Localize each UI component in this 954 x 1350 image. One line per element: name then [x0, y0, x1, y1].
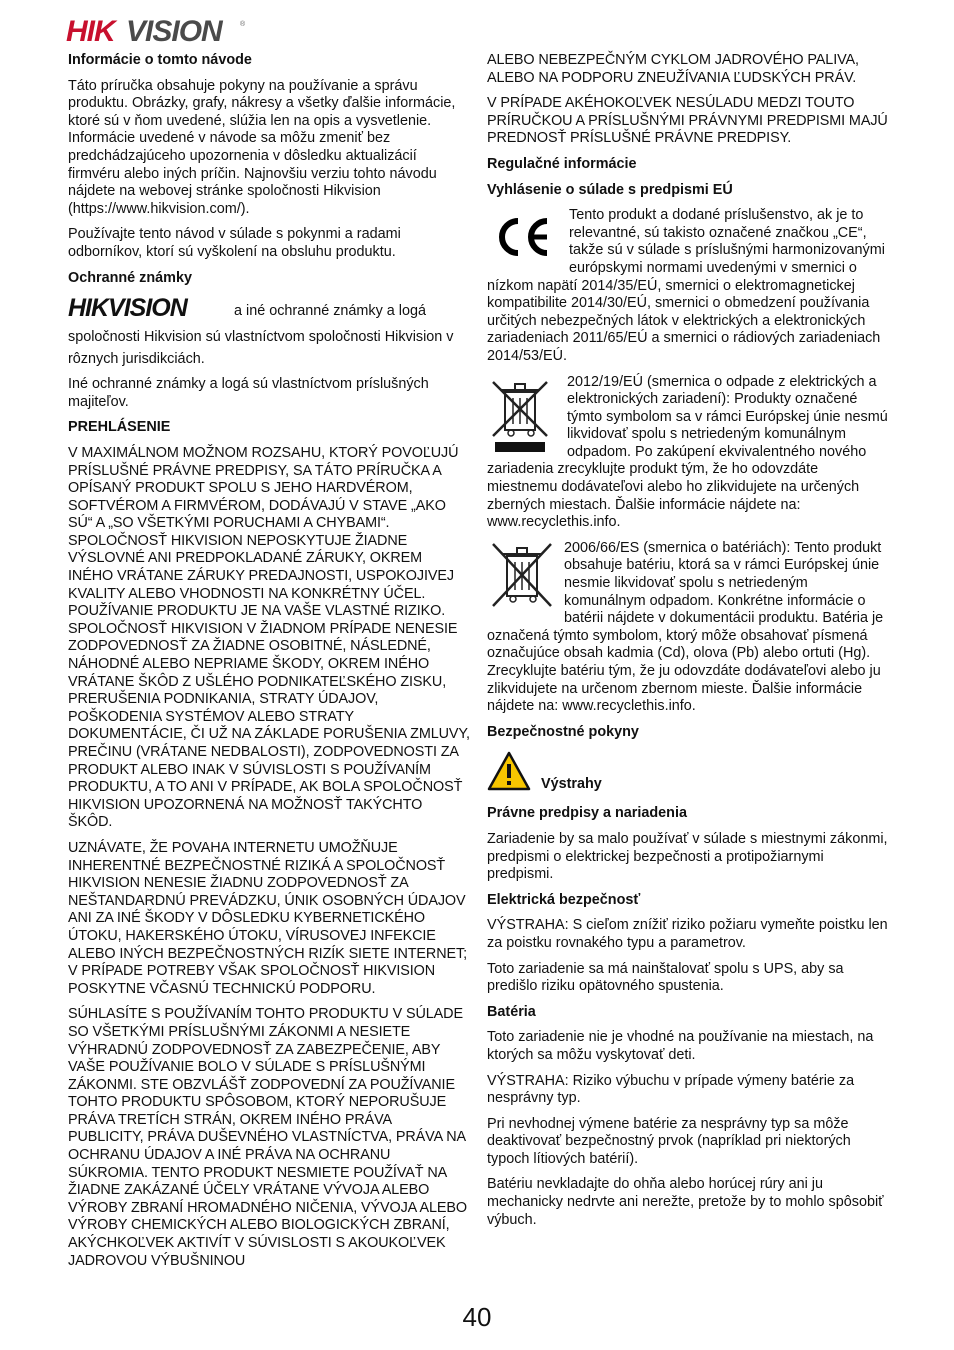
battery-heading: Batéria — [487, 1003, 536, 1020]
ce-text: Tento produkt a dodané príslušenstvo, ak je to relevantné, sú takisto označené značkou „CE“, takže sú v súlade s príslušnými harmonizovanými európskymi normami uvedenými v smernici o nízkom napätí 2014/35/EÚ, smernici o elektromagnetickej kompatibilite 2014/30/EÚ, smernici o obmedzení používania určitých nebezpečných látok v elektrických a elektronických zariadeniach 2011/65/EÚ a smernici o rádiových zariadeniach 2014/53/EÚ. — [487, 207, 885, 364]
battery-bin-icon — [487, 540, 564, 624]
svg-text:®: ® — [240, 21, 246, 28]
warning-triangle-icon — [487, 750, 537, 797]
laws-heading: Právne predpisy a nariadenia — [487, 805, 687, 822]
trademarks-paragraph-1 — [68, 295, 470, 370]
weee-text: 2012/19/EÚ (smernica o odpade z elektrických a elektronických zariadení): Produkty označené týmto symbolom sa v rámci Európskej únie nesmú likvidovať spolu s netriedeným komunálnym odpadom. Po zakúpení ekvivalentného nového zariadenia zrecyklujte produkt tým, že ho odovzdáte miestnemu dodávateľovi alebo ho zlikvidujete na určených zberných miestach. Ďalšie informácie nájdete na: www.recyclethis.info. — [487, 373, 888, 531]
regulatory-heading: Regulačné informácie — [487, 155, 637, 172]
about-paragraph-2: Používajte tento návod v súlade s pokynmi a radami odborníkov, ktorí sú vyškolení na obsluhu produktu. — [68, 226, 401, 260]
crossed-bin-icon — [487, 374, 567, 458]
svg-text:HIK: HIK — [66, 15, 115, 46]
hikvision-logo — [64, 14, 248, 51]
battery-directive-block — [487, 540, 889, 716]
disclaimer-paragraph-3: SÚHLASÍTE S POUŽÍVANÍM TOHTO PRODUKTU V SÚLADE SO VŠETKÝMI PRÍSLUŠNÝMI ZÁKONMI A NESIETE VÝHRADNÚ ZODPOVEDNOSŤ ZA ZABEZPEČENIE, ABY VAŠE POUŽÍVANIE BOLO V SÚLADE S PRÍSLUŠNÝMI ZÁKONMI. STE OBZVLÁŠŤ ZODPOVEDNÍ ZA POUŽÍVANIE TOHTO PRODUKTU SPÔSOBOM, KTORÝ NEPORUŠUJE PRÁVA TRETÍCH STRÁN, OKREM INÉHO PRÁVA PUBLICITY, PRÁVA DUŠEVNÉHO VLASTNÍCTVA, PRÁVA NA OCHRANU ÚDAJOV A INÉ PRÁVA NA OCHRANU SÚKROMIA. TENTO PRODUKT NESMIETE POUŽÍVAŤ NA ŽIADNE ZAKÁZANÉ ÚČELY VRÁTANE VÝVOJA ALEBO VÝROBY ZBRANÍ HROMADNÉHO NIČENIA, VÝVOJA ALEBO VÝROBY CHEMICKÝCH ALEBO BIOLOGICKÝCH ZBRANÍ, AKÝCHKOĽVEK AKTIVÍT V SÚVISLOSTI S AKOUKOĽVEK JADROVOU VÝBUŠNINOU — [68, 1006, 467, 1269]
weee-block — [487, 374, 889, 532]
electrical-safety-heading: Elektrická bezpečnosť — [487, 891, 641, 908]
battery-paragraph-1: Toto zariadenie nie je vhodné na používanie na miestach, na ktorých sa môžu vyskytovať deti. — [487, 1029, 874, 1063]
disclaimer-paragraph-1: V MAXIMÁLNOM MOŽNOM ROZSAHU, KTORÝ POVOĽUJÚ PRÍSLUŠNÉ PRÁVNE PREDPISY, SA TÁTO PRÍRUČKA A OPÍSANÝ PRODUKT SPOLU S JEHO HARDVÉROM, SOFTVÉROM A FIRMVÉROM, DODÁVAJÚ V STAVE „AKO SÚ“ A „SO VŠETKÝMI PORUCHAMI A CHYBAMI“. SPOLOČNOSŤ HIKVISION NEPOSKYTUJE ŽIADNE VÝSLOVNÉ ANI PREDPOKLADANÉ ZÁRUKY, OKREM INÉHO VRÁTANE ZÁRUKY PREDAJNOSTI, USPOKOJIVEJ KVALITY ALEBO VHODNOSTI NA KONKRÉTNY ÚČEL. POUŽÍVANIE PRODUKTU JE NA VAŠE VLASTNÉ RIZIKO. SPOLOČNOSŤ HIKVISION V ŽIADNOM PRÍPADE NENESIE ZODPOVEDNOSŤ ZA ŽIADNE OSOBITNÉ, NÁSLEDNÉ, NÁHODNÉ ALEBO NEPRIAME ŠKODY, OKREM INÉHO VRÁTANE ŠKÔD Z UŠLÉHO PODNIKATEĽSKÉHO ZISKU, PRERUŠENIA PODNIKANIA, STRATY ÚDAJOV, POŠKODENIA SYSTÉMOV ALEBO STRATY DOKUMENTÁCIE, ČI UŽ NA ZÁKLADE PORUŠENIA ZMLUVY, PREČINU (VRÁTANE NEDBALOSTI), ZODPOVEDNOSTI ZA PRODUKT ALEBO INAK V SÚVISLOSTI S POUŽÍVANÍM PRODUKTU, A TO ANI V PRÍPADE, AK BOLA SPOLOČNOSŤ HIKVISION UPOZORNENÁ NA MOŽNOSŤ TAKÝCHTO ŠKÔD. — [68, 444, 470, 831]
warnings-label: Výstrahy — [541, 775, 602, 792]
battery-paragraph-3: Pri nevhodnej výmene batérie za nesprávny typ sa môže deaktivovať bezpečnostný prvok (napríklad pri niektorých typoch lítiových batérií). — [487, 1115, 851, 1167]
electrical-paragraph-2: Toto zariadenie sa má nainštalovať spolu s UPS, aby sa predišlo riziku opätovného spustenia. — [487, 960, 844, 995]
about-paragraph-1: Táto príručka obsahuje pokyny na používanie a správu produktu. Obrázky, grafy, nákresy a všetky ďalšie informácie, ktoré sú v ňom uvedené, slúžia len na opis a vysvetlenie. Informácie uvedené v návode sa môžu zmeniť bez predchádzajúceho upozornenia v dôsledku aktualizácií firmvéru alebo iných príčin. Najnovšiu verziu tohto návodu nájdete na webovej stránke spoločnosti Hikvision (https://www.hikvision.com/). — [68, 77, 456, 217]
hikvision-inline-logo — [68, 295, 228, 326]
ce-block — [487, 207, 889, 365]
warnings-row — [487, 749, 889, 797]
disclaimer-paragraph-3-continued: ALEBO NEBEZPEČNÝM CYKLOM JADROVÉHO PALIVA, ALEBO NA PODPORU ZNEUŽÍVANIA ĽUDSKÝCH PRÁV. — [487, 52, 859, 86]
right-column — [487, 52, 889, 1237]
battery-paragraph-4: Batériu nevkladajte do ohňa alebo horúcej rúry ani ju mechanicky nedrvte ani nerežte, pretože by to mohlo spôsobiť výbuch. — [487, 1176, 884, 1228]
about-heading: Informácie o tomto návode — [68, 52, 252, 68]
safety-heading: Bezpečnostné pokyny — [487, 723, 639, 740]
page-number: 40 — [462, 1302, 492, 1332]
eu-compliance-heading: Vyhlásenie o súlade s predpismi EÚ — [487, 181, 733, 198]
trademarks-heading: Ochranné známky — [68, 269, 192, 286]
disclaimer-paragraph-4: V PRÍPADE AKÉHOKOĽVEK NESÚLADU MEDZI TOUTO PRÍRUČKOU A PRÍSLUŠNÝMI PRÁVNYMI PREDPISMI MAJÚ PREDNOSŤ PRÍSLUŠNÉ PRÁVNE PREDPISY. — [487, 95, 888, 147]
svg-text:HIKVISION: HIKVISION — [68, 295, 187, 320]
disclaimer-paragraph-2: UZNÁVATE, ŽE POVAHA INTERNETU UMOŽŇUJE INHERENTNÉ BEZPEČNOSTNÉ RIZIKÁ A SPOLOČNOSŤ HIKVISION NENESIE ŽIADNU ZODPOVEDNOSŤ ZA NEŠTANDARDNÚ PREVÁDZKU, ÚNIK OSOBNÝCH ÚDAJOV ANI ZA INÉ ŠKODY V DÔSLEDKU KYBERNETICKÉHO ÚTOKU, HAKERSKÉHO ÚTOKU, VÍRUSOVEJ INFEKCIE ALEBO INÝCH BEZPEČNOSTNÝCH RIZÍK SIETE INTERNET; V PRÍPADE POTREBY VŠAK SPOLOČNOSŤ HIKVISION POSKYTNE VČASNÚ TECHNICKÚ PODPORU. — [68, 839, 468, 997]
ce-mark-icon — [487, 207, 569, 277]
electrical-paragraph-1: VÝSTRAHA: S cieľom znížiť riziko požiaru vymeňte poistku len za poistku rovnakého typu a parametrov. — [487, 917, 888, 951]
left-column — [68, 52, 470, 1278]
trademarks-paragraph-2: Iné ochranné známky a logá sú vlastníctvom príslušných majiteľov. — [68, 376, 429, 410]
svg-text:VISION: VISION — [126, 15, 222, 46]
laws-paragraph: Zariadenie by sa malo používať v súlade s miestnymi zákonmi, predpismi o elektrickej bezpečnosti a protipožiarnymi predpismi. — [487, 830, 888, 883]
battery-paragraph-2: VÝSTRAHA: Riziko výbuchu v prípade výmeny batérie za nesprávny typ. — [487, 1072, 855, 1107]
disclaimer-heading: PREHLÁSENIE — [68, 419, 171, 436]
battery-directive-text: 2006/66/ES (smernica o batériách): Tento produkt obsahuje batériu, ktorá sa v rámci Európskej únie nesmie likvidovať spolu s netriedeným komunálnym odpadom. Konkrétne informácie o batérii nájdete v dokumentácii produktu. Batéria je označená týmto symbolom, ktorý môže obsahovať písmená označujúce obsah kadmia (Cd), olova (Pb) alebo ortuti (Hg). Zrecyklujte batériu tým, že ju odovzdáte dodávateľovi alebo ju zlikvidujete na určenom zbernom mieste. Ďalšie informácie nájdete na: www.recyclethis.info. — [487, 539, 884, 715]
trademarks-text: a iné ochranné známky a logá spoločnosti Hikvision sú vlastníctvom spoločnosti Hikvision v rôznych jurisdikciách. — [68, 303, 454, 368]
